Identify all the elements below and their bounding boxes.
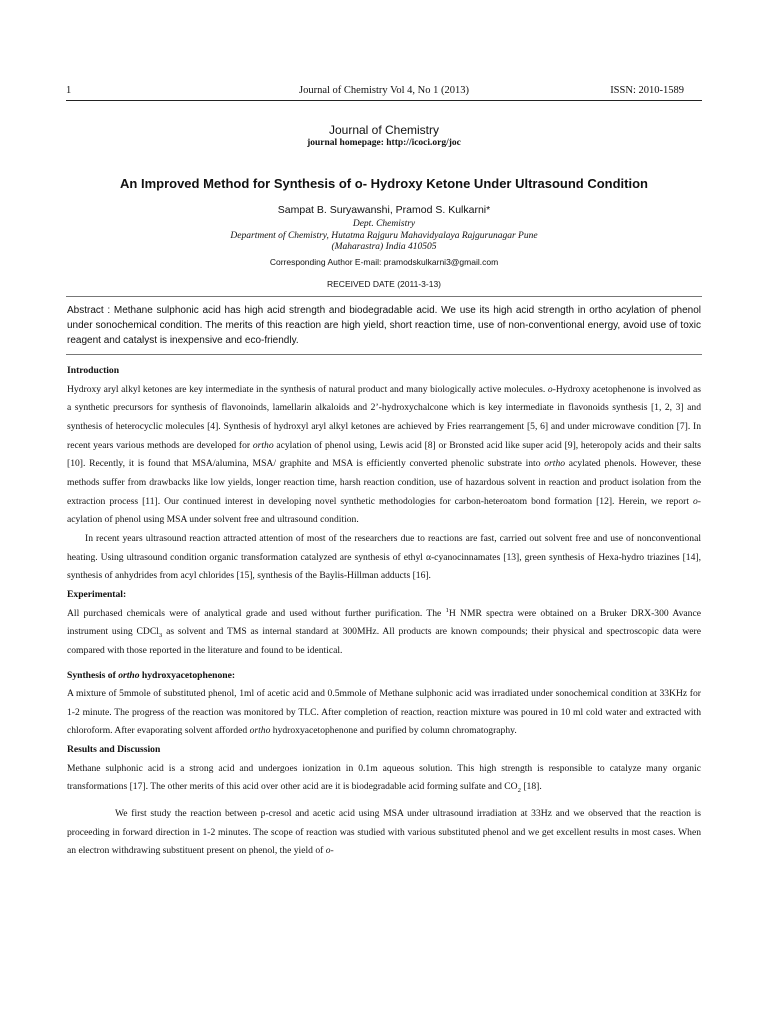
- abstract: Abstract : Methane sulphonic acid has high acid strength and biodegradable acid. We use its high acid strength in ortho acylation of phenol under sonochemical condition. The merits of this reaction are high yield, short reaction time, use of non-conventional energy, avoid use of toxic reagent and catalyst is inexpensive and eco-friendly.: [67, 305, 701, 346]
- italic-run: ortho: [252, 439, 274, 451]
- subscript: 2: [517, 787, 521, 795]
- italic-run: ortho: [544, 458, 566, 470]
- paragraph-experimental: [67, 605, 701, 661]
- text-run: -: [330, 845, 334, 857]
- text-run: All purchased chemicals were of analytical grade and used without further purification. The: [67, 607, 446, 619]
- text-run: - acylation of phenol using MSA under solvent free and ultrasound condition.: [67, 495, 701, 526]
- journal-issue: Journal of Chemistry Vol 4, No 1 (2013): [299, 85, 469, 96]
- paragraph-synthesis: [67, 685, 701, 741]
- article-body: [67, 362, 701, 861]
- section-heading-results: Results and Discussion: [67, 744, 161, 756]
- text-run: Hydroxy aryl alkyl ketones are key intermediate in the synthesis of natural product and many biologically active molecules.: [67, 383, 548, 395]
- text-run: H NMR spectra were obtained on a Bruker DRX-300 Avance instrument using CDCl: [67, 607, 701, 638]
- header-rule: [66, 100, 702, 101]
- page-number: 1: [66, 85, 72, 96]
- received-date: RECEIVED DATE (2011-3-13): [327, 279, 441, 289]
- issn: ISSN: 2010-1589: [610, 85, 684, 96]
- section-heading-introduction: Introduction: [67, 365, 120, 376]
- affiliation-line: Dept. Chemistry: [352, 219, 416, 229]
- italic-run: o: [325, 845, 331, 857]
- section-heading-synthesis: [67, 667, 701, 686]
- article-authors: Sampat B. Suryawanshi, Pramod S. Kulkarni*: [277, 204, 491, 216]
- text-run: acylated phenols. However, these methods suffer from drawbacks like low yields, longer reaction time, harsh reaction condition, use of hazardous solvent in reaction and product isolation from the extraction process [11]. Our continued interest in developing novel synthetic methodologies for carbon-heteroatom bond formation [12]. Herein, we report: [67, 458, 702, 507]
- text-run: Methane sulphonic acid is a strong acid and undergoes ionization in 0.1m aqueous solution. This high strength is responsible to catalyze many organic transformations [17]. The other merits of this acid over other acid are it is biodegradable acid forming sulfate and CO: [67, 762, 701, 793]
- text-run: [18].: [520, 781, 542, 793]
- paragraph-introduction-1: [67, 381, 701, 530]
- affiliation: [0, 219, 768, 254]
- italic-run: o: [547, 383, 553, 395]
- paragraph-results-1: [67, 760, 701, 797]
- corresponding-email[interactable]: Corresponding Author E-mail: pramodskulkarni3@gmail.com: [269, 257, 499, 267]
- superscript: 1: [445, 606, 449, 614]
- article-title: An Improved Method for Synthesis of o- Hydroxy Ketone Under Ultrasound Condition: [120, 176, 648, 191]
- journal-homepage[interactable]: journal homepage: http://icoci.org/joc: [307, 138, 461, 148]
- italic-run: ortho: [249, 725, 271, 737]
- text-run: hydroxyacetophenone and purified by column chromatography.: [270, 725, 517, 737]
- paragraph-results-2: [67, 805, 701, 861]
- paragraph-introduction-2: In recent years ultrasound reaction attracted attention of most of the researchers due to reactions are fast, carried out solvent free and use of nonconventional heating. Using ultrasound condition organic transformation catalyzed are synthesis of ethyl α-cyanocinnamates [13], green synthesis of Hexa-hydro triazines [14], synthesis of anhydrides from acyl chlorides [15], synthesis of the Baylis-Hillman adducts [16].: [67, 532, 701, 582]
- affiliation-line: Department of Chemistry, Hutatma Rajguru Mahavidyalaya Rajgurunagar Pune: [230, 230, 538, 241]
- running-header: [66, 85, 702, 99]
- affiliation-line: (Maharastra) India 410505: [331, 242, 437, 253]
- journal-name: Journal of Chemistry: [328, 123, 440, 137]
- subscript: 3: [158, 632, 163, 640]
- italic-run: o: [693, 495, 698, 507]
- abstract-rule-bottom: [66, 354, 702, 355]
- text-run: -Hydroxy acetophenone is involved as a synthetic precursors for synthesis of flavonoinds, lamellarin alkaloids and 2’-hydroxychalcone which is key intermediate in flavonoids synthesis [1, 2, 3] and synthesis of heterocyclic molecules [4]. Synthesis of hydroxyl aryl alkyl ketones are achieved by Fries rearrangement [5, 6] and under microwave condition [7]. In recent years various methods are developed for: [67, 383, 701, 451]
- italic-run: ortho: [118, 669, 140, 681]
- text-run: acylation of phenol using, Lewis acid [8] or Bronsted acid like super acid [9], heteropoly acids and their salts [10]. Recently, it is found that MSA/alumina, MSA/ graphite and MSA is efficiently converted phenolic substrate into: [67, 439, 702, 470]
- section-heading-experimental: Experimental:: [67, 588, 127, 600]
- text-run: We first study the reaction between p-cresol and acetic acid using MSA under ultrasound irradiation at 33Hz and we observed that the reaction is proceeding in forward direction in 1-2 minutes. The scope of reaction was studied with various substituted phenol and we get excellent results in most cases. When an electron withdrawing substituent present on phenol, the yield of: [67, 808, 701, 857]
- text-run: A mixture of 5mmole of substituted phenol, 1ml of acetic acid and 0.5mmole of Methane sulphonic acid was irradiated under sonochemical condition at 33KHz for 1-2 minute. The progress of the reaction was monitored by TLC. After completion of reaction, reaction mixture was poured in 10 ml cold water and extracted with chloroform. After evaporating solvent afforded: [67, 688, 701, 737]
- text-run: hydroxyacetophenone:: [139, 669, 236, 681]
- abstract-rule-top: [66, 296, 702, 297]
- text-run: Synthesis of: [67, 669, 119, 681]
- text-run: as solvent and TMS as internal standard at 300MHz. All products are known compounds; their physical and spectroscopic data were compared with those reported in the literature and found to be identical.: [67, 626, 701, 656]
